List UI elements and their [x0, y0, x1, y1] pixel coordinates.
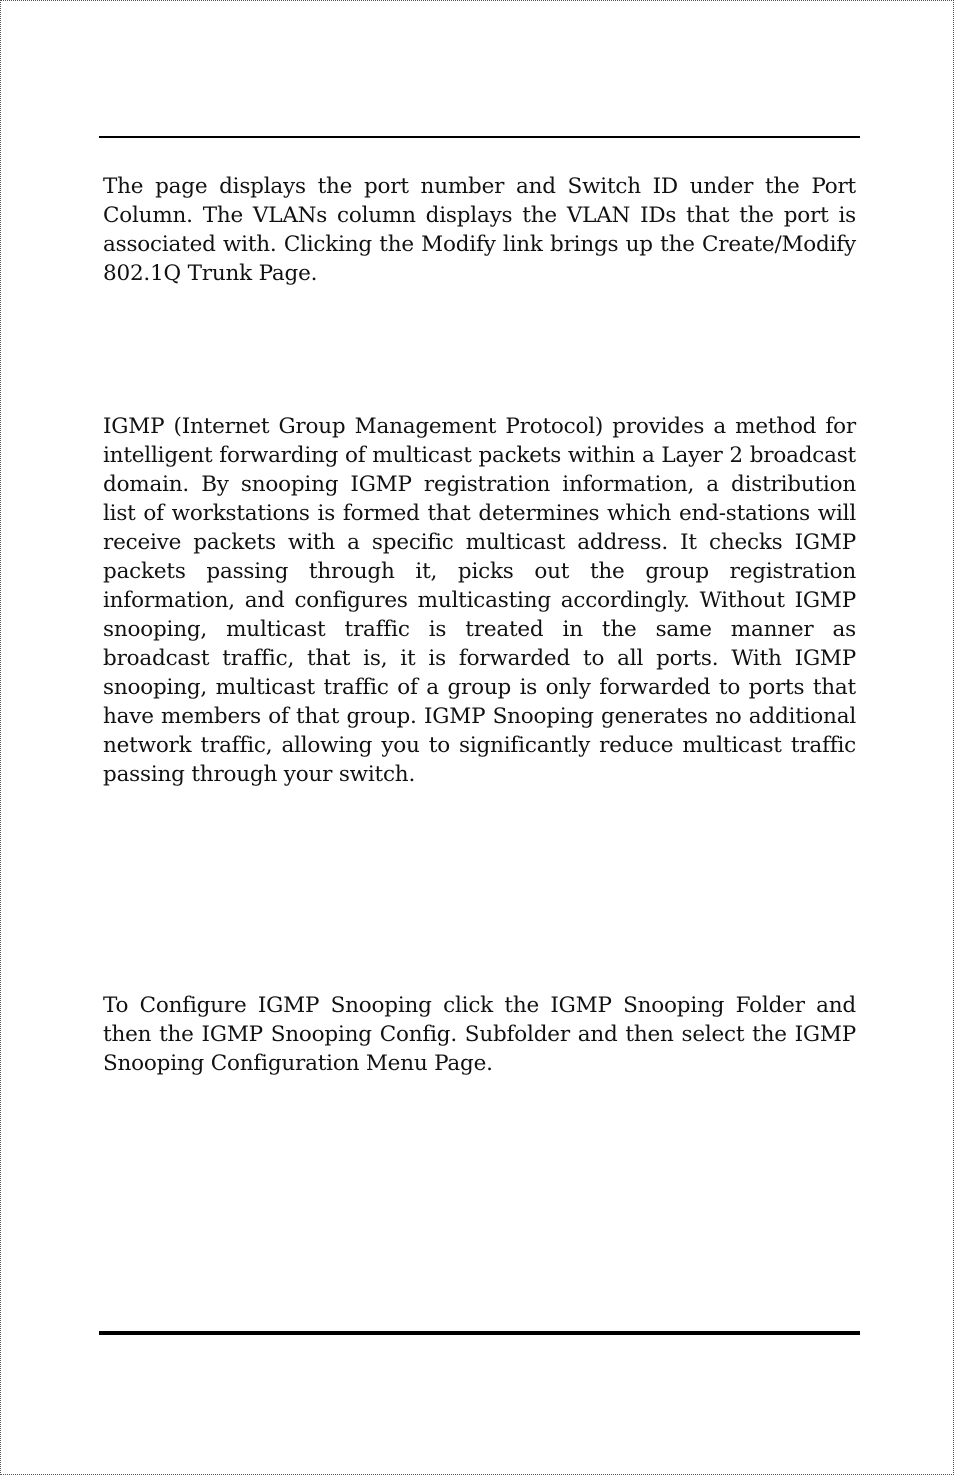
paragraph-trunk-page-description: The page displays the port number and Switch ID under the Port Column. The VLANs column displays the VLAN IDs that the port is associated with. Clicking the Modify link brings up the Create/Modify 802.1Q Trunk Page. — [103, 174, 856, 286]
paragraph-igmp-overview: IGMP (Internet Group Management Protocol) provides a method for intelligent forwarding of multicast packets within a Layer 2 broadcast domain. By snooping IGMP registration information, a distribution list of workstations is formed that determines which end-stations will receive packets with a specific multicast address. It checks IGMP packets passing through it, picks out the group registration information, and configures multicasting accordingly. Without IGMP snooping, multicast traffic is treated in the same manner as broadcast traffic, that is, it is forwarded to all ports. With IGMP snooping, multicast traffic of a group is only forwarded to ports that have members of that group. IGMP Snooping generates no additional network traffic, allowing you to significantly reduce multicast traffic passing through your switch. — [103, 414, 856, 787]
paragraph-igmp-config-instructions: To Configure IGMP Snooping click the IGMP Snooping Folder and then the IGMP Snooping Config. Subfolder and then select the IGMP Snooping Configuration Menu Page. — [103, 993, 856, 1076]
header-rule — [99, 136, 860, 138]
footer-rule — [99, 1331, 860, 1335]
